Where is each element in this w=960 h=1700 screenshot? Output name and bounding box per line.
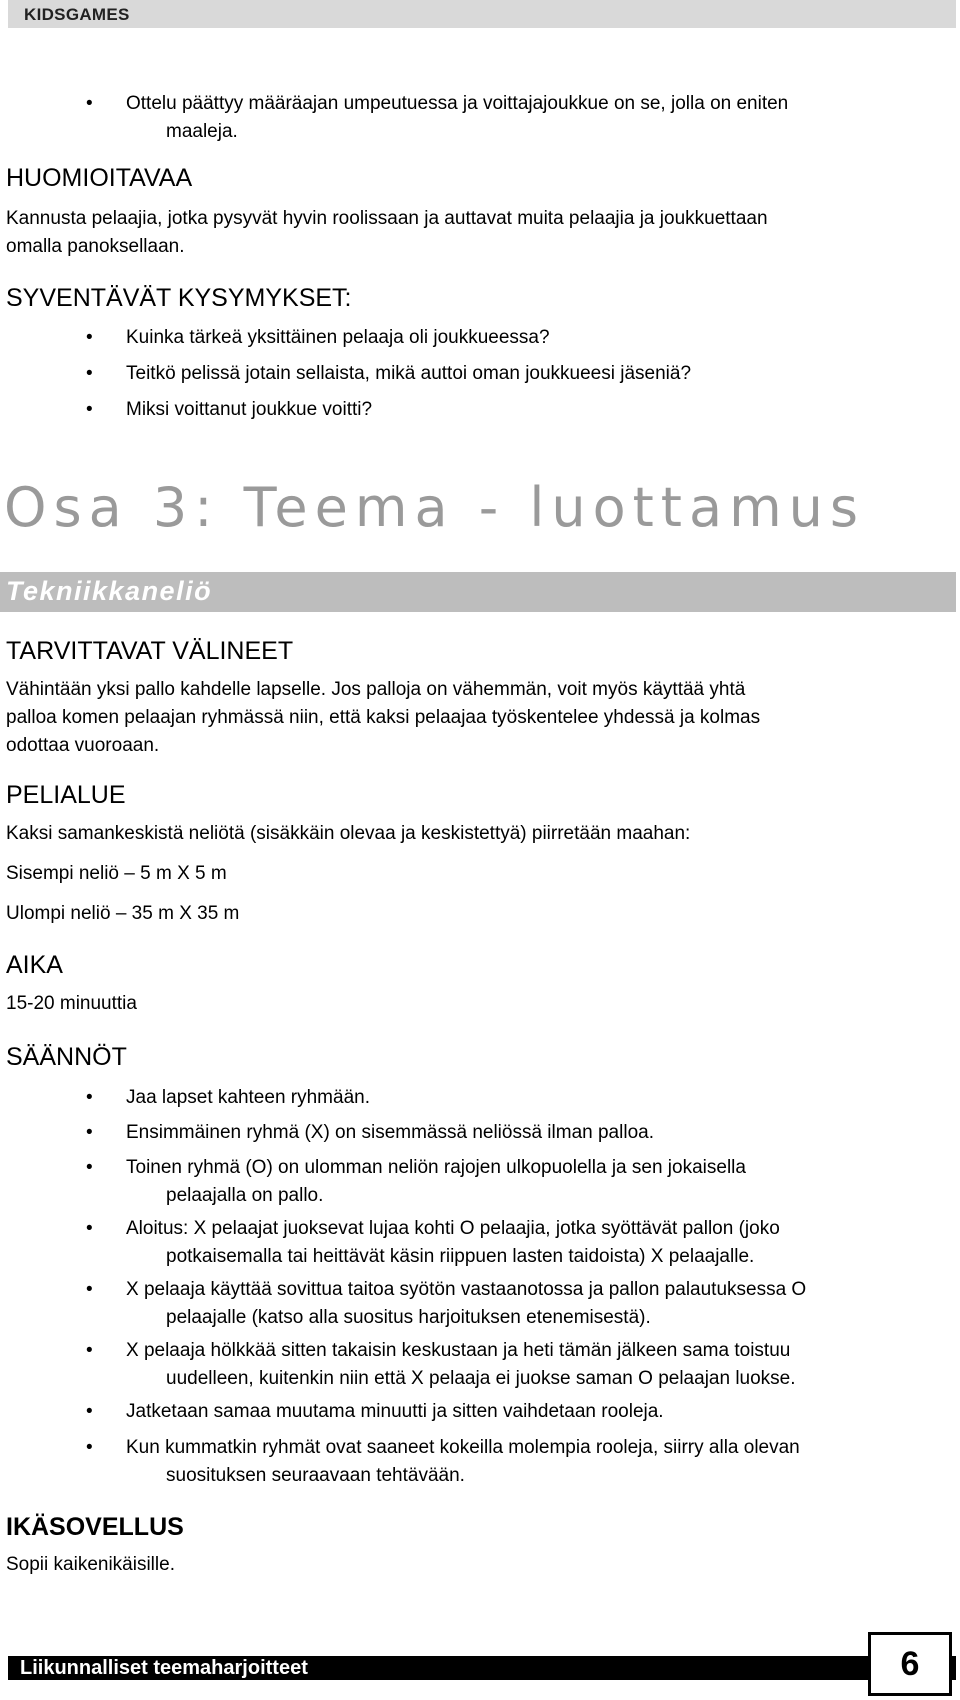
equipment-text: Vähintään yksi pallo kahdelle lapselle. Jos palloja on vähemmän, voit myös käyttää yhtä palloa komen pelaajan ryhmässä niin, että kaksi pelaajaa työskentelee yhdessä ja kolmas odottaa vuoroaan.	[6, 679, 761, 756]
bullet-icon: •	[86, 363, 93, 384]
questions-heading: SYVENTÄVÄT KYSYMYKSET:	[6, 284, 352, 312]
bullet-icon: •	[86, 1437, 93, 1458]
bullet-icon: •	[86, 327, 93, 348]
notice-text: Kannusta pelaajia, jotka pysyvät hyvin roolissaan ja auttavat muita pelaajia ja joukkuettaan omalla panoksellaan.	[6, 208, 768, 257]
outer-square-text: Ulompi neliö – 35 m X 35 m	[6, 903, 240, 924]
footer-bar	[8, 1656, 948, 1680]
list-item-text: X pelaaja hölkkää sitten takaisin keskustaan ja heti tämän jälkeen sama toistuu uudelleen, kuitenkin niin että X pelaaja ei juokse saman O pelaajan luokse.	[126, 1340, 796, 1389]
list-item-text: Aloitus: X pelaajat juoksevat lujaa kohti O pelaajia, jotka syöttävät pallon (joko potkaisemalla tai heittävät käsin riippuen lasten taidoista) X pelaajalle.	[126, 1218, 780, 1267]
list-item-text: Toinen ryhmä (O) on ulomman neliön rajojen ulkopuolella ja sen jokaisella pelaajalla on pallo.	[126, 1157, 746, 1206]
header-bar	[8, 0, 956, 28]
section-bar	[0, 572, 956, 612]
age-value: Sopii kaikenikäisille.	[6, 1554, 175, 1575]
list-item-text: Miksi voittanut joukkue voitti?	[126, 399, 373, 420]
bullet-icon: •	[86, 1401, 93, 1422]
page-number-box	[868, 1632, 952, 1696]
area-heading: PELIALUE	[6, 781, 126, 809]
time-value: 15-20 minuuttia	[6, 993, 137, 1014]
list-item-text: Ottelu päättyy määräajan umpeutuessa ja voittajajoukkue on se, jolla on eniten maaleja.	[126, 93, 789, 142]
time-heading: AIKA	[6, 951, 63, 979]
list-item-text: Jaa lapset kahteen ryhmään.	[126, 1087, 370, 1108]
bullet-icon: •	[86, 1340, 93, 1361]
footer-title: Liikunnalliset teemaharjoitteet	[20, 1657, 308, 1679]
list-item-text: Teitkö pelissä jotain sellaista, mikä auttoi oman joukkueesi jäseniä?	[126, 363, 692, 384]
age-heading: IKÄSOVELLUS	[6, 1513, 184, 1541]
rules-heading: SÄÄNNÖT	[6, 1043, 127, 1071]
bullet-icon: •	[86, 1218, 93, 1239]
bullet-icon: •	[86, 1087, 93, 1108]
part-title: Osa 3: Teema - luottamus	[4, 476, 866, 539]
page-number: 6	[900, 1645, 920, 1683]
section-bar-label: Tekniikkaneliö	[6, 576, 213, 606]
header-label: KIDSGAMES	[24, 5, 130, 24]
inner-square-text: Sisempi neliö – 5 m X 5 m	[6, 863, 227, 884]
bullet-icon: •	[86, 1157, 93, 1178]
notice-heading: HUOMIOITAVAA	[6, 164, 193, 192]
list-item-text: Kuinka tärkeä yksittäinen pelaaja oli joukkueessa?	[126, 327, 550, 348]
bullet-icon: •	[86, 1122, 93, 1143]
list-item-text: Jatketaan samaa muutama minuutti ja sitten vaihdetaan rooleja.	[126, 1401, 664, 1422]
bullet-icon: •	[86, 93, 93, 114]
area-text: Kaksi samankeskistä neliötä (sisäkkäin olevaa ja keskistettyä) piirretään maahan:	[6, 823, 691, 844]
list-item-text: X pelaaja käyttää sovittua taitoa syötön vastaanotossa ja pallon palautuksessa O pelaajalle (katso alla suositus harjoituksen etenemisestä).	[126, 1279, 807, 1328]
equipment-heading: TARVITTAVAT VÄLINEET	[6, 637, 294, 665]
bullet-icon: •	[86, 399, 93, 420]
list-item-text: Kun kummatkin ryhmät ovat saaneet kokeilla molempia rooleja, siirry alla olevan suosituksen seuraavaan tehtävään.	[126, 1437, 800, 1486]
bullet-icon: •	[86, 1279, 93, 1300]
list-item-text: Ensimmäinen ryhmä (X) on sisemmässä neliössä ilman palloa.	[126, 1122, 654, 1143]
